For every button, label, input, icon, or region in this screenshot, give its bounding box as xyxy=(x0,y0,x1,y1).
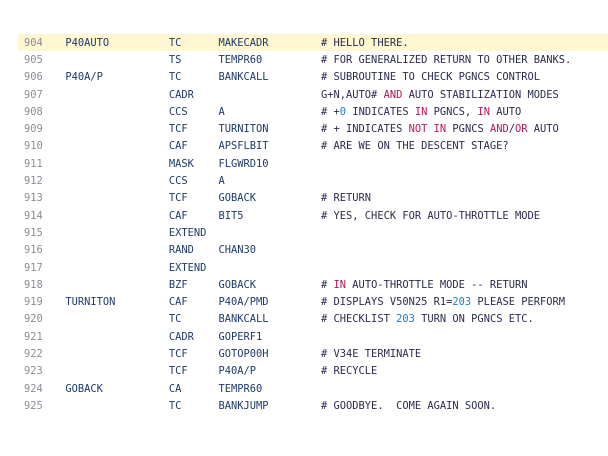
code-label xyxy=(65,328,168,345)
opcode: MASK xyxy=(168,157,194,170)
operand xyxy=(219,224,322,241)
code-line xyxy=(18,34,608,51)
opcode: CA xyxy=(168,382,182,395)
comment xyxy=(321,51,608,68)
comment xyxy=(321,34,608,51)
code-label xyxy=(65,138,168,155)
comment xyxy=(321,345,608,362)
code-label: TURNITON xyxy=(65,296,116,309)
number-token: 203 xyxy=(452,296,472,309)
comment xyxy=(321,242,608,259)
comment-text: # CHECKLIST xyxy=(321,313,397,326)
line-number: 908 xyxy=(24,105,43,118)
opcode: CAF xyxy=(168,209,188,222)
comment-text: PLEASE PERFORM xyxy=(471,296,566,309)
comment-text: AUTO-THROTTLE MODE -- RETURN xyxy=(346,278,528,291)
code-table xyxy=(18,34,608,415)
line-number: 913 xyxy=(24,192,43,205)
opcode: BZF xyxy=(168,278,188,291)
code-line xyxy=(18,69,608,86)
line-number: 924 xyxy=(24,382,43,395)
opcode: TC xyxy=(169,34,219,51)
code-line xyxy=(18,103,608,120)
comment-text: PGNCS xyxy=(446,123,490,136)
operand xyxy=(219,86,322,103)
code-label xyxy=(65,276,168,293)
line-number: 922 xyxy=(24,347,43,360)
code-label xyxy=(65,311,168,328)
code-label xyxy=(65,259,168,276)
comment xyxy=(321,328,608,345)
comment-text: G+N,AUTO# xyxy=(321,88,384,101)
line-number: 918 xyxy=(24,278,43,291)
number-token: 203 xyxy=(396,313,415,326)
comment xyxy=(321,190,608,207)
comment-text: # GOODBYE. COME AGAIN SOON. xyxy=(321,399,497,412)
comment-text: # ARE WE ON THE DESCENT STAGE? xyxy=(321,140,509,153)
comment-text: AUTO STABILIZATION MODES xyxy=(402,88,559,101)
operand: FLGWRD10 xyxy=(218,157,269,170)
code-line xyxy=(18,207,608,224)
operand: TEMPR60 xyxy=(218,53,263,66)
code-line xyxy=(18,380,608,397)
operand: GOBACK xyxy=(218,192,257,205)
opcode: CAF xyxy=(168,140,188,153)
opcode: TC xyxy=(168,71,182,84)
code-line xyxy=(18,190,608,207)
line-number: 915 xyxy=(24,226,43,239)
code-line xyxy=(18,259,608,276)
code-label xyxy=(65,155,168,172)
operand: P40A/P xyxy=(218,365,257,378)
code-line xyxy=(18,345,608,362)
comment-text: # RETURN xyxy=(321,192,372,205)
code-line xyxy=(18,363,608,380)
operand: CHAN30 xyxy=(218,244,257,257)
operand: APSFLBIT xyxy=(218,140,269,153)
code-label xyxy=(65,120,168,137)
comment xyxy=(321,138,608,155)
code-label xyxy=(65,103,168,120)
code-line xyxy=(18,276,608,293)
comment xyxy=(321,224,608,241)
keyword-token: NOT xyxy=(408,123,428,136)
opcode: EXTEND xyxy=(168,261,207,274)
opcode: CADR xyxy=(168,330,194,343)
comment xyxy=(321,103,608,120)
code-line xyxy=(18,224,608,241)
comment-text: # HELLO THERE. xyxy=(321,36,409,49)
comment xyxy=(321,259,608,276)
comment xyxy=(321,311,608,328)
comment-text: # xyxy=(321,278,334,291)
code-line xyxy=(18,293,608,310)
code-line xyxy=(18,120,608,137)
code-label xyxy=(65,242,168,259)
code-label xyxy=(65,345,168,362)
comment-text: AUTO xyxy=(527,123,559,136)
operand: BANKCALL xyxy=(218,71,269,84)
code-label xyxy=(65,207,168,224)
line-number: 925 xyxy=(24,399,43,412)
opcode: TC xyxy=(168,399,182,412)
number-token: 0 xyxy=(339,105,347,118)
comment xyxy=(321,69,608,86)
code-label: GOBACK xyxy=(65,382,103,395)
line-number: 921 xyxy=(24,330,43,343)
comment-text: PGNCS, xyxy=(427,105,478,118)
comment-text: # SUBROUTINE TO CHECK PGNCS CONTROL xyxy=(321,71,540,84)
code-label: P40AUTO xyxy=(65,34,168,51)
opcode: TCF xyxy=(168,347,188,360)
code-label xyxy=(65,363,168,380)
code-label xyxy=(65,397,168,414)
opcode: TCF xyxy=(168,123,188,136)
opcode: CCS xyxy=(168,175,188,188)
comment xyxy=(321,363,608,380)
opcode: TCF xyxy=(168,192,188,205)
comment xyxy=(321,172,608,189)
comment xyxy=(321,276,608,293)
opcode: TCF xyxy=(168,365,188,378)
code-line xyxy=(18,86,608,103)
opcode: CADR xyxy=(168,88,194,101)
keyword-token: IN xyxy=(433,123,447,136)
code-line xyxy=(18,397,608,414)
operand: BIT5 xyxy=(218,209,244,222)
comment xyxy=(321,207,608,224)
comment xyxy=(321,380,608,397)
line-number: 923 xyxy=(24,365,43,378)
line-number: 911 xyxy=(24,157,43,170)
code-line xyxy=(18,242,608,259)
operand: BANKCALL xyxy=(218,313,269,326)
code-line xyxy=(18,51,608,68)
opcode: CCS xyxy=(168,105,188,118)
operand: TEMPR60 xyxy=(218,382,263,395)
comment xyxy=(321,397,608,414)
keyword-token: OR xyxy=(515,123,528,136)
code-label xyxy=(65,224,168,241)
opcode: CAF xyxy=(168,296,188,309)
operand: GOBACK xyxy=(218,278,257,291)
comment xyxy=(321,155,608,172)
comment-text: # + xyxy=(321,105,340,118)
line-number: 916 xyxy=(24,244,43,257)
keyword-token: IN xyxy=(414,105,428,118)
keyword-token: AND xyxy=(489,123,509,136)
line-number: 912 xyxy=(24,175,43,188)
comment-text: / xyxy=(508,123,516,136)
opcode: TC xyxy=(168,313,182,326)
operand: P40A/PMD xyxy=(218,296,269,309)
operand: GOTOP00H xyxy=(218,347,269,360)
comment-text: # DISPLAYS V50N25 R1= xyxy=(321,296,453,309)
line-number: 904 xyxy=(18,34,65,51)
opcode: TS xyxy=(168,53,182,66)
line-number: 917 xyxy=(24,261,43,274)
operand: GOPERF1 xyxy=(218,330,263,343)
comment-text: # + INDICATES xyxy=(321,123,409,136)
opcode: RAND xyxy=(168,244,194,257)
code-label xyxy=(65,190,168,207)
keyword-token: IN xyxy=(477,105,490,118)
code-line xyxy=(18,172,608,189)
operand: TURNITON xyxy=(218,123,269,136)
comment-text: AUTO xyxy=(489,105,522,118)
comment-text: # YES, CHECK FOR AUTO-THROTTLE MODE xyxy=(321,209,540,222)
line-number: 909 xyxy=(24,123,43,136)
comment-text: TURN ON PGNCS ETC. xyxy=(414,313,534,326)
comment-text: # FOR GENERALIZED RETURN TO OTHER BANKS. xyxy=(321,53,572,66)
comment xyxy=(321,293,608,310)
comment-text: # V34E TERMINATE xyxy=(321,347,422,360)
comment-text: INDICATES xyxy=(346,105,415,118)
code-line xyxy=(18,328,608,345)
line-number: 910 xyxy=(24,140,43,153)
code-label: P40A/P xyxy=(65,71,103,84)
code-line xyxy=(18,311,608,328)
keyword-token: AND xyxy=(383,88,403,101)
line-number: 914 xyxy=(24,209,43,222)
keyword-token: IN xyxy=(333,278,347,291)
code-label xyxy=(65,51,168,68)
line-number: 920 xyxy=(24,313,43,326)
code-line xyxy=(18,155,608,172)
code-label xyxy=(65,172,168,189)
code-line xyxy=(18,138,608,155)
comment xyxy=(321,120,608,137)
line-number: 907 xyxy=(24,88,43,101)
line-number: 905 xyxy=(24,53,43,66)
opcode: EXTEND xyxy=(168,226,207,239)
operand xyxy=(219,259,322,276)
comment xyxy=(321,86,608,103)
operand: MAKECADR xyxy=(219,34,322,51)
operand: A xyxy=(218,105,225,118)
comment-text: # RECYCLE xyxy=(321,365,378,378)
operand: BANKJUMP xyxy=(218,399,269,412)
code-label xyxy=(65,86,168,103)
operand: A xyxy=(218,175,225,188)
line-number: 906 xyxy=(24,71,43,84)
code-body xyxy=(18,34,608,415)
line-number: 919 xyxy=(24,296,43,309)
